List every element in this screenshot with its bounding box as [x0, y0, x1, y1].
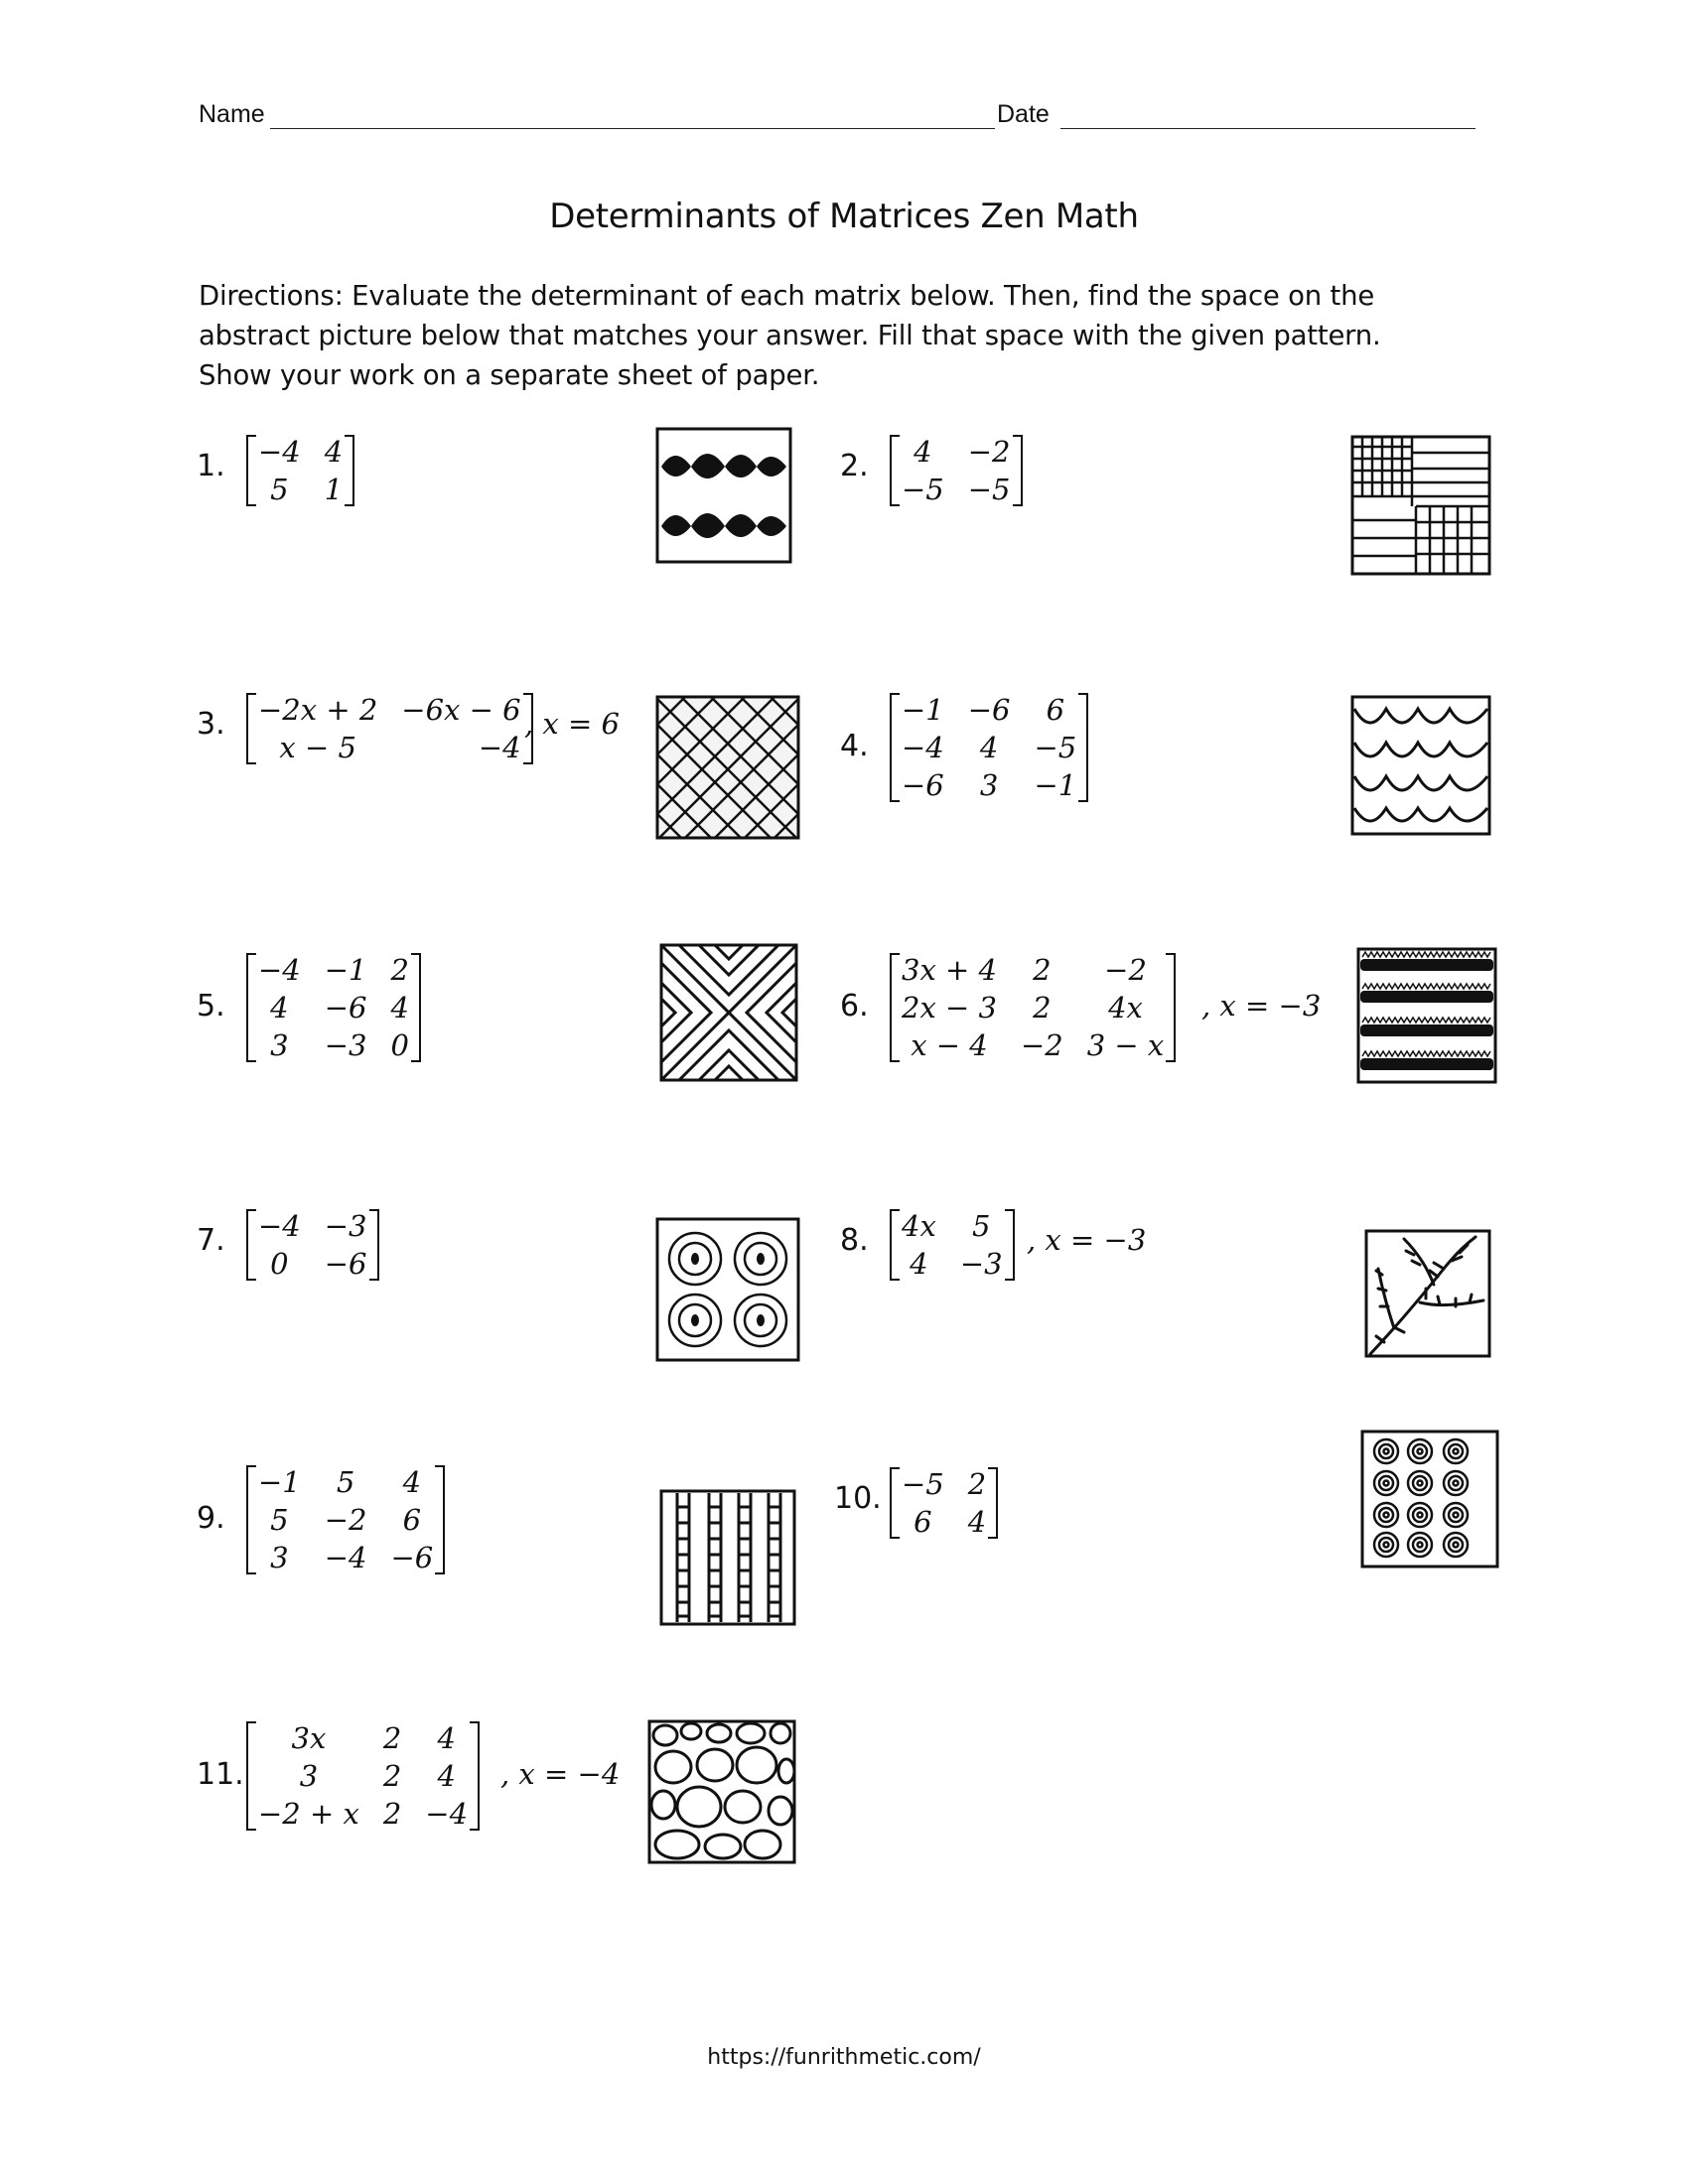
problem-6-number: 6. — [840, 989, 869, 1024]
problem-8-condition: , x = −3 — [1027, 1223, 1147, 1257]
problem-3-number: 3. — [197, 707, 225, 742]
right-bracket — [1013, 435, 1023, 506]
pattern-branches — [1364, 1229, 1491, 1358]
matrix-cell: 3 − x — [1086, 1028, 1165, 1062]
matrix-cell: 1 — [324, 473, 344, 506]
problem-9-number: 9. — [197, 1501, 225, 1536]
page-title: Determinants of Matrices Zen Math — [549, 197, 1139, 236]
matrix-cell: −5 — [902, 1467, 944, 1501]
matrix-cell: 3x — [291, 1721, 327, 1755]
left-bracket — [890, 1209, 900, 1281]
matrix-cell: 4 — [390, 991, 409, 1024]
matrix-cell: −5 — [967, 473, 1011, 506]
problem-8-matrix — [890, 1207, 1015, 1283]
matrix-cell: −4 — [902, 731, 944, 764]
right-bracket — [470, 1721, 480, 1831]
directions-line-1: : Evaluate the determinant of each matrix below. Then, find the space on the — [334, 280, 1375, 312]
matrix-cell: −2x + 2 — [258, 693, 378, 727]
matrix-cell: 4x — [902, 1209, 936, 1243]
matrix-cell: −4 — [324, 1541, 367, 1574]
matrix-cell: 4x — [1108, 991, 1143, 1024]
problem-10-number: 10. — [834, 1481, 882, 1516]
left-bracket — [246, 435, 256, 506]
pattern-spirals — [1360, 1430, 1499, 1569]
matrix-cell: −6 — [390, 1541, 434, 1574]
right-bracket — [411, 953, 421, 1062]
directions-line-3: Show your work on a separate sheet of paper. — [199, 359, 820, 391]
matrix-cell: −6 — [324, 1247, 367, 1281]
right-bracket — [1078, 693, 1088, 802]
matrix-cell: 2 — [967, 1467, 987, 1501]
right-bracket — [369, 1209, 379, 1281]
name-label: Name — [199, 100, 265, 128]
right-bracket — [988, 1467, 998, 1539]
problem-6-matrix — [890, 951, 1176, 1064]
left-bracket — [246, 953, 256, 1062]
matrix-cell: 4 — [437, 1759, 456, 1793]
matrix-cell: 5 — [270, 473, 289, 506]
pattern-scallops — [1350, 695, 1491, 836]
problem-3-condition: , x = 6 — [524, 707, 620, 741]
problem-6-condition: , x = −3 — [1201, 989, 1322, 1023]
matrix-cell: 4 — [402, 1465, 422, 1499]
matrix-cell: 4 — [914, 435, 932, 469]
pattern-pebbles — [647, 1719, 796, 1864]
matrix-cell: 6 — [914, 1505, 932, 1539]
problem-2-matrix — [890, 433, 1023, 508]
problem-5-matrix — [246, 951, 421, 1064]
matrix-cell: −5 — [902, 473, 944, 506]
date-field[interactable] — [1060, 127, 1476, 129]
matrix-cell: −4 — [425, 1797, 469, 1831]
pattern-diagonal-lattice — [655, 695, 800, 840]
right-bracket — [1166, 953, 1176, 1062]
matrix-cell: −2 — [324, 1503, 367, 1537]
matrix-cell: 0 — [270, 1247, 289, 1281]
matrix-cell: −4 — [258, 435, 301, 469]
matrix-cell: 6 — [402, 1503, 422, 1537]
problem-4-number: 4. — [840, 729, 869, 763]
directions-label: Directions — [199, 280, 335, 312]
matrix-cell: −4 — [258, 953, 301, 987]
matrix-cell: −4 — [478, 731, 521, 764]
left-bracket — [890, 953, 900, 1062]
pattern-ladders — [659, 1489, 796, 1626]
problem-1-matrix — [246, 433, 354, 508]
matrix-cell: −3 — [324, 1028, 367, 1062]
problem-2-number: 2. — [840, 449, 869, 483]
matrix-cell: 3 — [270, 1028, 289, 1062]
matrix-cell: 0 — [390, 1028, 409, 1062]
problem-10-matrix — [890, 1465, 998, 1541]
matrix-cell: 2 — [382, 1797, 402, 1831]
problem-11-condition: , x = −4 — [500, 1757, 621, 1791]
matrix-cell: 4 — [324, 435, 344, 469]
matrix-cell: −1 — [902, 693, 944, 727]
matrix-cell: −2 — [1104, 953, 1147, 987]
problem-11-matrix — [246, 1719, 480, 1833]
matrix-cell: 3x + 4 — [902, 953, 997, 987]
left-bracket — [890, 1467, 900, 1539]
left-bracket — [890, 435, 900, 506]
right-bracket — [435, 1465, 445, 1574]
matrix-cell: −2 — [1021, 1028, 1063, 1062]
matrix-cell: −3 — [959, 1247, 1003, 1281]
matrix-cell: −5 — [1034, 731, 1077, 764]
problem-5-number: 5. — [197, 989, 225, 1024]
matrix-cell: 6 — [1046, 693, 1065, 727]
matrix-cell: 4 — [910, 1247, 928, 1281]
problem-9-matrix — [246, 1463, 445, 1576]
problem-7-matrix — [246, 1207, 379, 1283]
matrix-cell: 5 — [270, 1503, 289, 1537]
pattern-fuzzy-bands — [1356, 947, 1497, 1084]
directions — [199, 276, 1489, 395]
date-label: Date — [997, 100, 1050, 128]
matrix-cell: 2x − 3 — [902, 991, 997, 1024]
problem-8-number: 8. — [840, 1223, 869, 1258]
left-bracket — [246, 693, 256, 764]
matrix-cell: −2 — [967, 435, 1011, 469]
right-bracket — [1005, 1209, 1015, 1281]
matrix-cell: 2 — [390, 953, 409, 987]
matrix-cell: 2 — [382, 1759, 402, 1793]
matrix-cell: x − 4 — [911, 1028, 988, 1062]
footer-url[interactable]: https://funrithmetic.com/ — [707, 2045, 981, 2070]
left-bracket — [246, 1721, 256, 1831]
matrix-cell: 4 — [967, 1505, 987, 1539]
matrix-cell: x − 5 — [279, 731, 356, 764]
matrix-cell: −6x − 6 — [401, 693, 521, 727]
matrix-cell: −4 — [258, 1209, 301, 1243]
matrix-cell: 3 — [299, 1759, 319, 1793]
matrix-cell: −6 — [902, 768, 944, 802]
problem-4-matrix — [890, 691, 1088, 804]
matrix-cell: 4 — [270, 991, 289, 1024]
problem-3-matrix — [246, 691, 533, 766]
matrix-cell: −6 — [324, 991, 367, 1024]
matrix-cell: −1 — [1034, 768, 1077, 802]
right-bracket — [345, 435, 354, 506]
matrix-cell: −1 — [324, 953, 367, 987]
matrix-cell: 3 — [979, 768, 999, 802]
matrix-cell: 2 — [1033, 991, 1052, 1024]
matrix-cell: −2 + x — [258, 1797, 359, 1831]
pattern-concentric-circles — [655, 1217, 800, 1362]
problem-7-number: 7. — [197, 1223, 225, 1258]
pattern-dark-blobs — [655, 427, 792, 564]
name-date-header — [199, 99, 1489, 135]
left-bracket — [890, 693, 900, 802]
matrix-cell: 3 — [270, 1541, 289, 1574]
left-bracket — [246, 1209, 256, 1281]
left-bracket — [246, 1465, 256, 1574]
pattern-chevron-x — [659, 943, 798, 1082]
problem-1-number: 1. — [197, 449, 225, 483]
problem-11-number: 11. — [197, 1757, 244, 1792]
matrix-cell: −1 — [258, 1465, 301, 1499]
pattern-grid-blocks — [1350, 435, 1491, 576]
matrix-cell: 2 — [1033, 953, 1052, 987]
matrix-cell: 4 — [437, 1721, 456, 1755]
matrix-cell: 2 — [382, 1721, 402, 1755]
directions-line-2: abstract picture below that matches your answer. Fill that space with the given pattern. — [199, 320, 1381, 351]
matrix-cell: 5 — [336, 1465, 355, 1499]
matrix-cell: 5 — [971, 1209, 991, 1243]
matrix-cell: 4 — [979, 731, 999, 764]
matrix-cell: −6 — [967, 693, 1011, 727]
matrix-cell: −3 — [324, 1209, 367, 1243]
name-field[interactable] — [270, 127, 995, 129]
